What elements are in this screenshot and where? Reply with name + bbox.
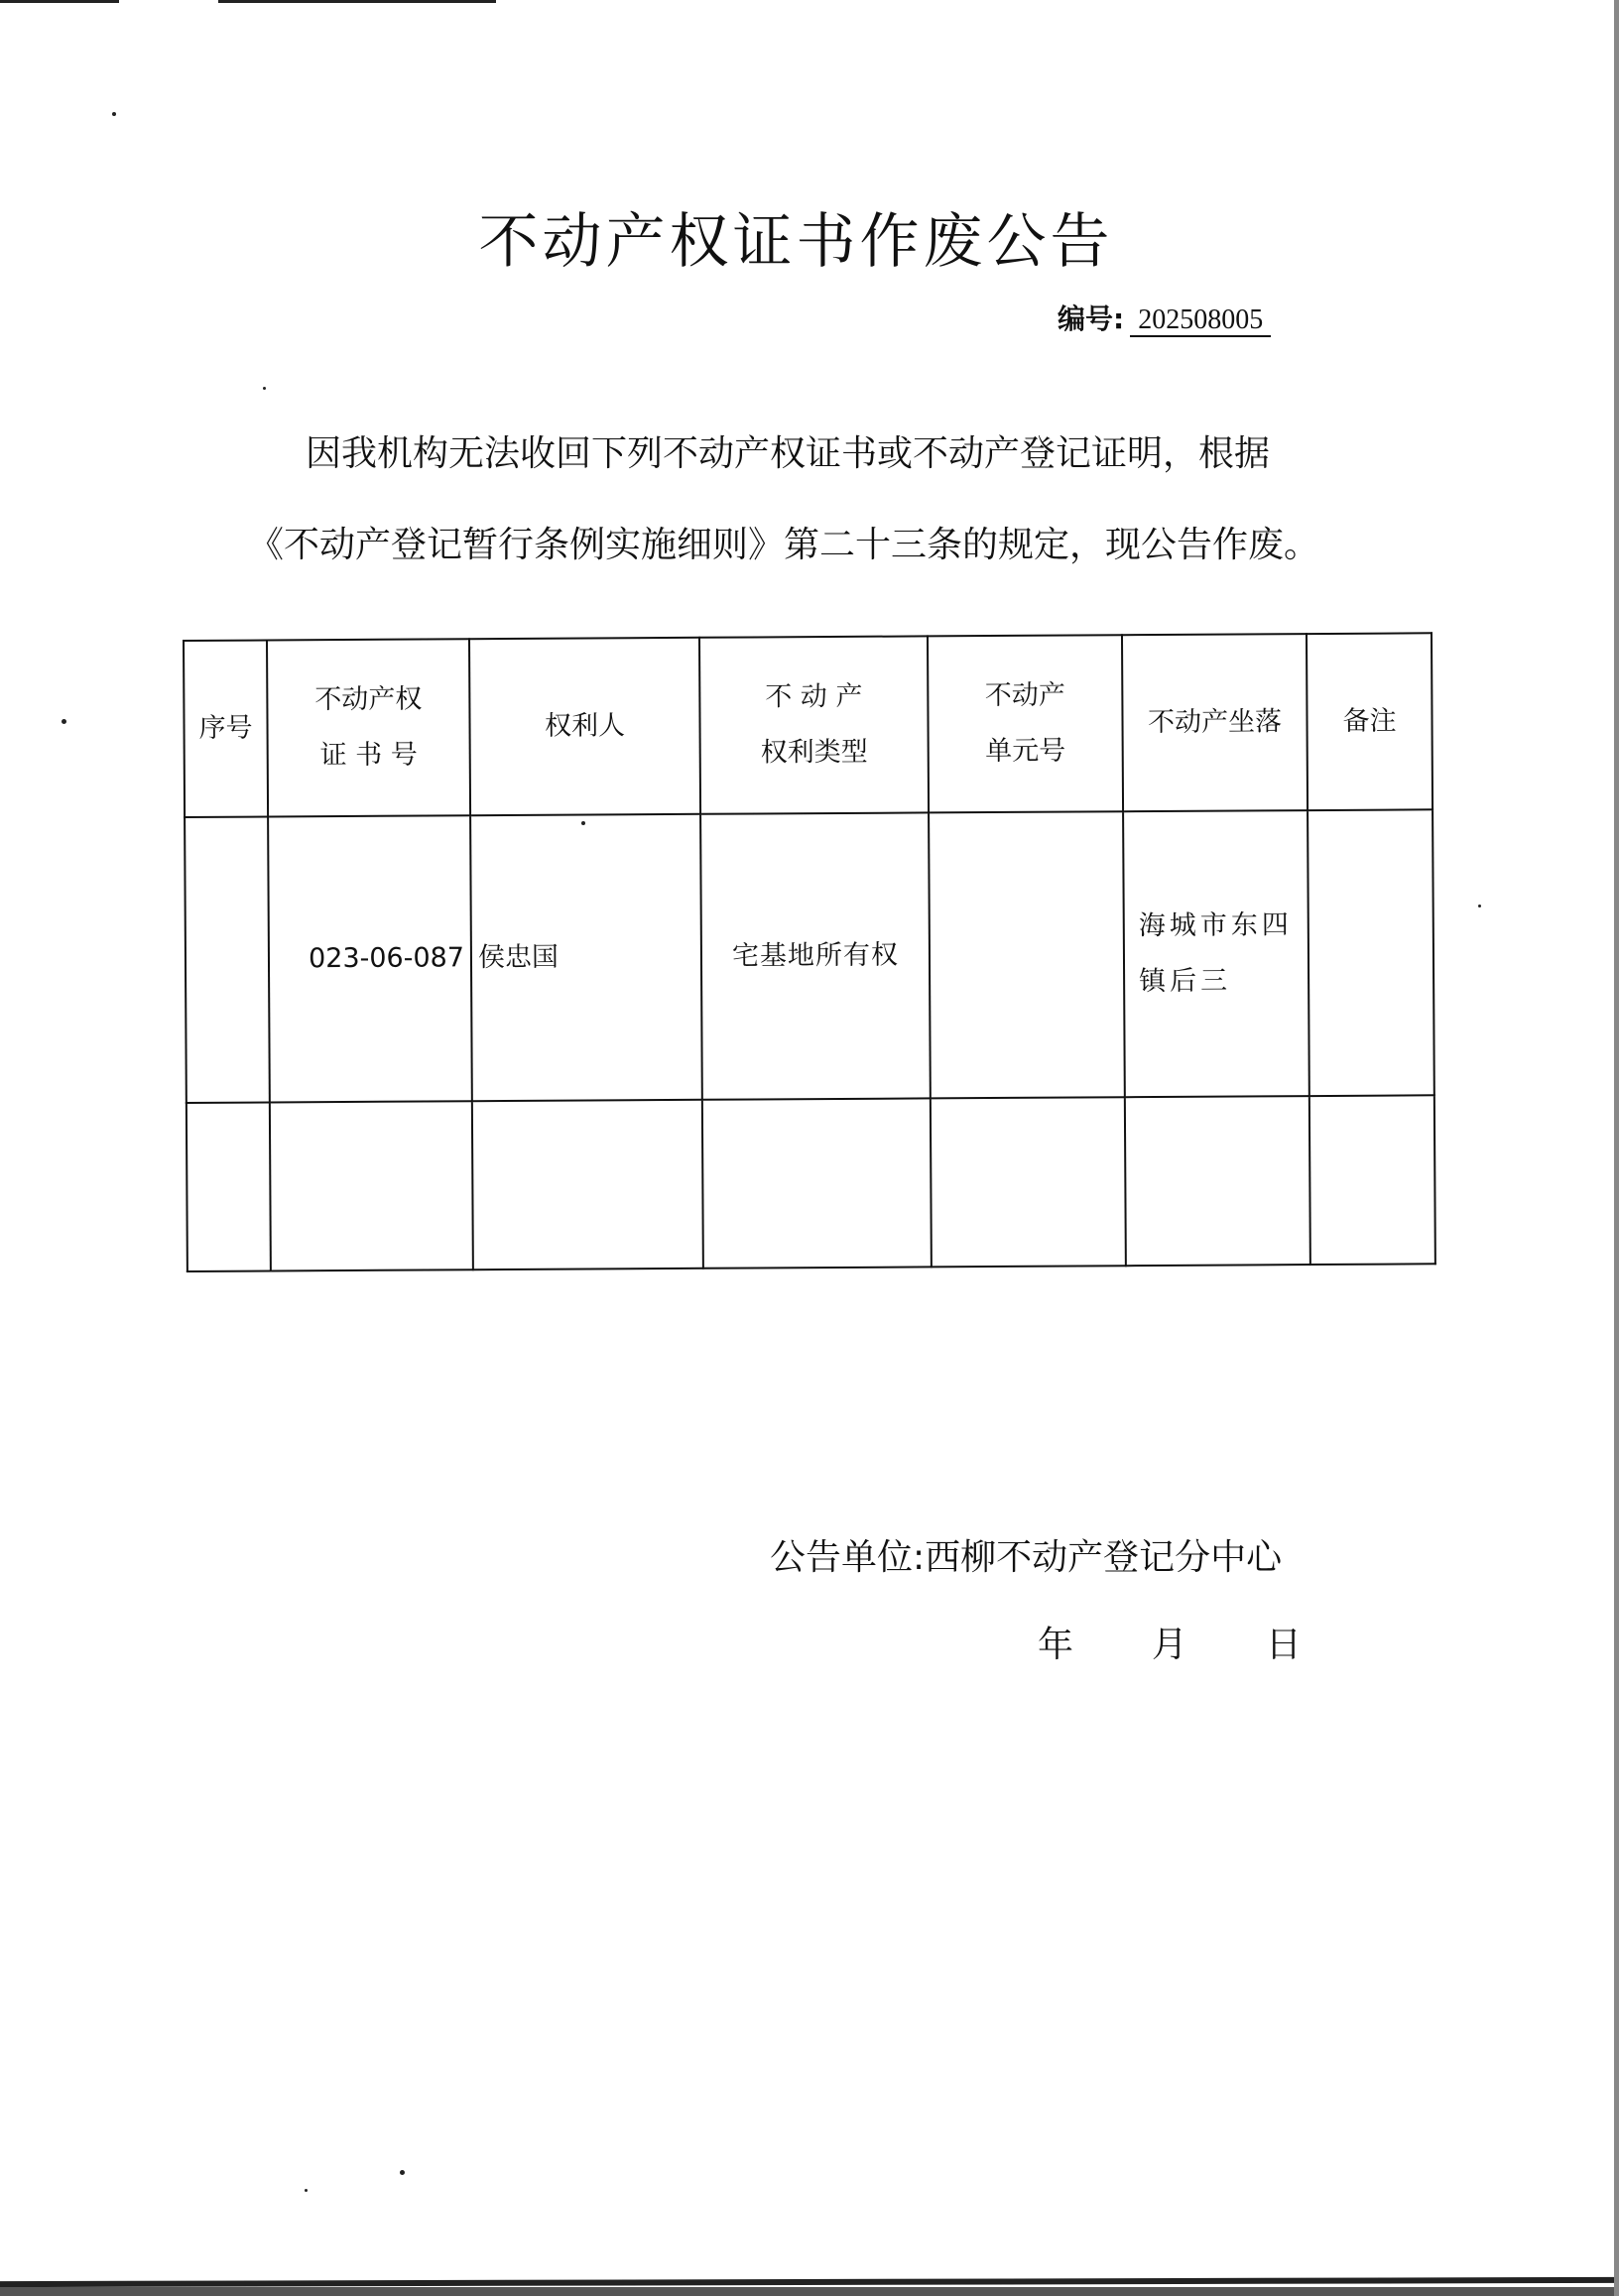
scan-dot <box>263 387 266 390</box>
table-row-empty <box>187 1095 1435 1271</box>
document-number <box>1058 298 1271 337</box>
header-right-type-line-2: 权利类型 <box>760 736 868 769</box>
empty-cell <box>1125 1096 1310 1266</box>
cell-location: 海城市东四镇后三 <box>1123 810 1309 1097</box>
scan-edge-line-bottom <box>0 2287 1619 2296</box>
scan-dot <box>62 719 66 724</box>
date-day: 日 <box>1265 1625 1302 1665</box>
header-unit-no-line-1: 不动产 <box>984 679 1065 712</box>
paragraph-line-2: 《不动产登记暂行条例实施细则》第二十三条的规定，现公告作废。 <box>248 525 1320 565</box>
header-cert-no-line-1: 不动产权 <box>314 683 423 716</box>
scan-dot <box>1478 905 1481 907</box>
header-holder: 权利人 <box>469 638 700 815</box>
empty-cell <box>187 1102 271 1271</box>
header-unit-no-line-2: 单元号 <box>985 735 1066 768</box>
empty-cell <box>1309 1095 1435 1265</box>
cell-unit-no <box>929 811 1125 1098</box>
announcement-paragraph <box>248 409 1389 591</box>
table-row <box>185 809 1434 1103</box>
cell-seq <box>185 816 270 1103</box>
header-location: 不动产坐落 <box>1122 634 1308 811</box>
header-cert-no-line-2: 证 书 号 <box>319 739 418 772</box>
cell-right-type: 宅基地所有权 <box>700 812 931 1099</box>
header-seq: 序号 <box>184 640 268 817</box>
paragraph-line-1: 因我机构无法收回下列不动产权证书或不动产登记证明，根据 <box>306 433 1271 474</box>
header-unit-no <box>928 635 1123 812</box>
header-right-type-line-1: 不 动 产 <box>765 680 863 713</box>
scan-edge-right <box>1614 0 1619 2296</box>
date-month: 月 <box>1151 1625 1187 1665</box>
scan-edge-line-top <box>218 0 496 3</box>
document-number-value: 202508005 <box>1130 305 1271 337</box>
announcing-unit <box>770 1529 1282 1580</box>
table-header-row <box>184 633 1432 817</box>
date-line <box>1038 1617 1302 1667</box>
scan-dot <box>581 821 585 825</box>
empty-cell <box>472 1100 703 1269</box>
header-remark: 备注 <box>1307 633 1432 810</box>
scan-edge-line-bottom <box>0 2277 1619 2287</box>
unit-label: 公告单位: <box>770 1537 926 1578</box>
empty-cell <box>702 1098 932 1268</box>
scan-edge-line-top <box>0 0 119 3</box>
header-right-type <box>699 636 929 813</box>
cell-cert-no: 023-06-087 <box>268 815 472 1102</box>
empty-cell <box>931 1097 1126 1267</box>
scan-dot <box>305 2189 308 2192</box>
void-certificate-table <box>183 632 1436 1272</box>
cell-holder: 侯忠国 <box>470 814 702 1101</box>
date-year: 年 <box>1038 1625 1074 1665</box>
document-number-label: 编号: <box>1058 302 1125 335</box>
page-title: 不动产权证书作废公告 <box>478 207 1114 277</box>
cell-remark <box>1308 809 1434 1096</box>
empty-cell <box>270 1101 473 1270</box>
scan-dot <box>400 2170 405 2175</box>
scan-dot <box>112 112 116 116</box>
unit-name: 西柳不动产登记分中心 <box>925 1537 1283 1578</box>
header-cert-no <box>267 639 470 816</box>
